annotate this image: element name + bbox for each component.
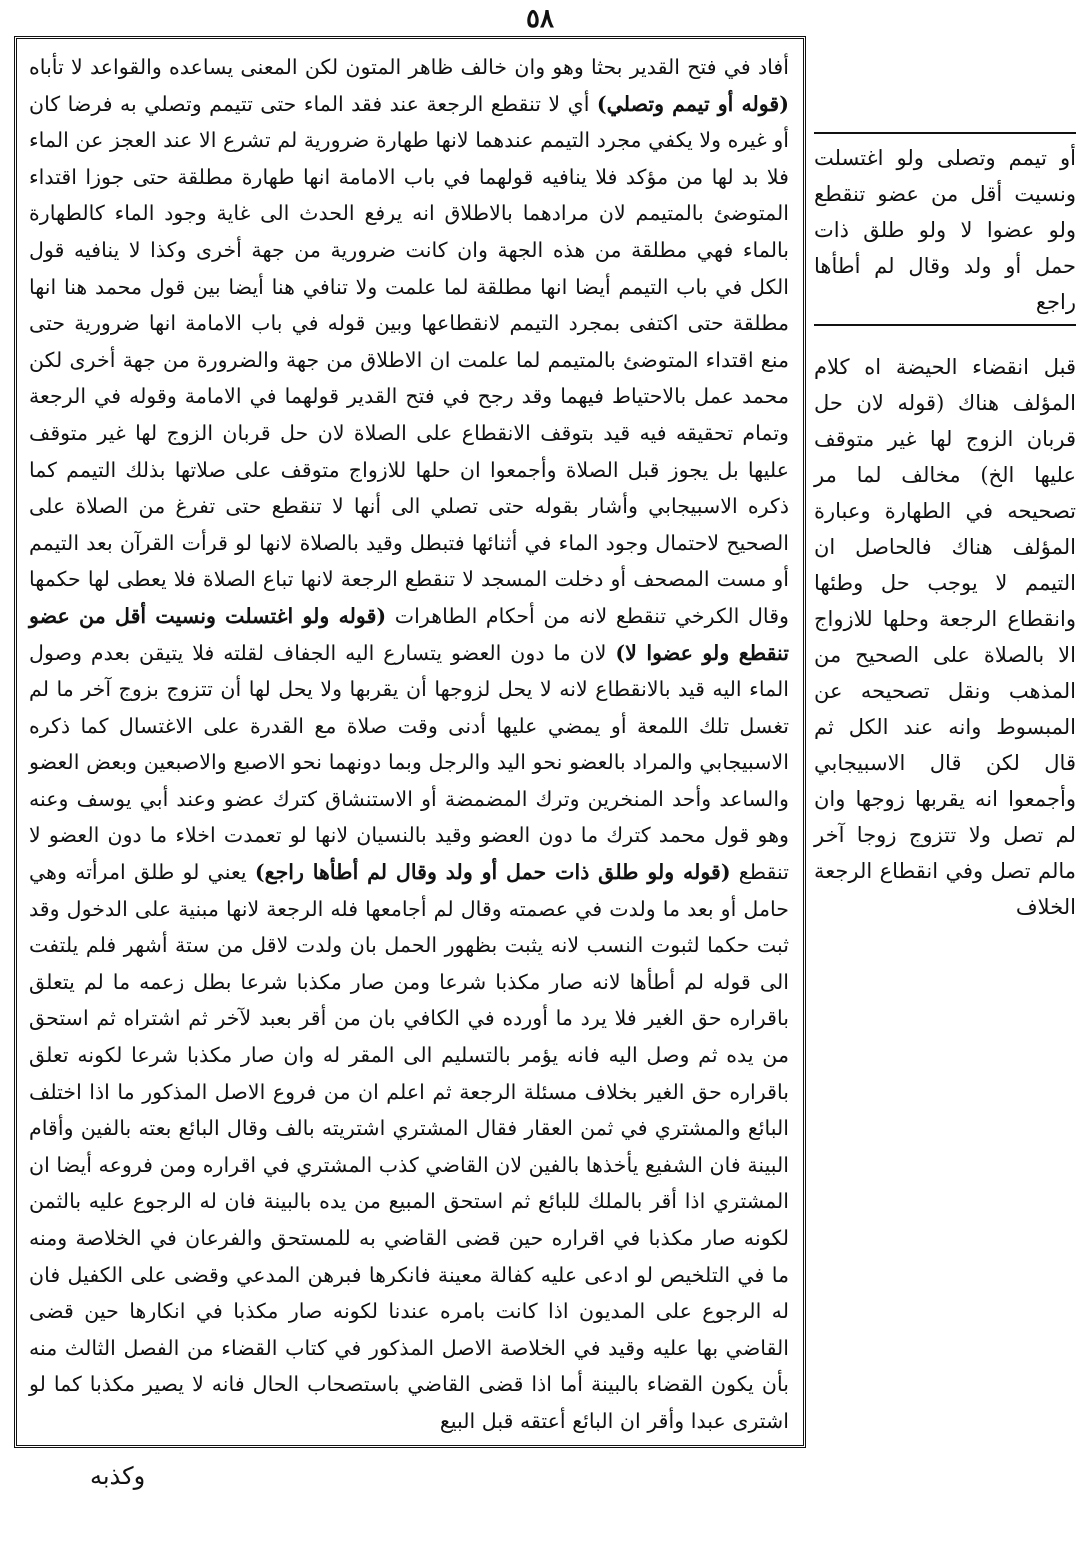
margin-commentary-text: قبل انقضاء الحيضة اه كلام المؤلف هناك (قوله لان حل قربان الزوج لها غير متوقف عليها الخ) مخالف لما مر تصحيحه في الطهارة وعبارة المؤلف هناك فالحاصل ان التيمم لا يوجب حل وطئها وانقطاع الرجعة وحلها للازواج الا بالصلاة على الصحيح من المذهب ونقل تصحيحه عن المبسوط وانه عند الكل ثم قال لكن قال الاسبيجابي وأجمعوا انه يقربها زوجها وان لم تصل ولا تتزوج زوجا آخر مالم تصل وفي انقطاع الرجعة الخلاف [814,355,1076,919]
margin-matn-text: أو تيمم وتصلى ولو اغتسلت ونسيت أقل من عضو تنقطع ولو عضوا لا ولو طلق ذات حمل أو ولد وقال لم أطأها راجع [814,132,1076,326]
catchword: وكذبه [90,1462,146,1490]
quoted-matn-heading: (قوله ولو اغتسلت ونسيت أقل من عضو تنقطع ولو عضوا لا) [29,603,789,665]
main-text-body [29,49,789,1440]
page-number: ٥٨ [526,4,554,34]
quoted-matn-heading: (قوله أو تيمم وتصلي) [596,91,789,116]
quoted-matn-heading: (قوله ولو طلق ذات حمل أو ولد وقال لم أطأها راجع) [254,860,731,885]
commentary-paragraph: يعني لو طلق امرأته وهي حامل أو بعد ما ولدت في عصمته وقال لم أجامعها فله الرجعة لانها مبنية على الدخول وقد ثبت حكما لثبوت النسب لانه يثبت بظهور الحمل بان ولدت لاقل من ستة أشهر فلم يلتفت الى قوله لم أطأها لانه صار مكذبا شرعا ومن صار مكذبا شرعا بطل زعمه ما لم يتعلق باقراره حق الغير فلا يرد ما أورده في الكافي بان من أقر بعبد لآخر ثم اشتراه ثم استحق من يده ثم وصل اليه فانه يؤمر بالتسليم الى المقر له وان صار مكذبا شرعا لكونه تعلق باقراره حق الغير بخلاف مسئلة الرجعة ثم اعلم ان من فروع الاصل المذكور ما اذا اختلف البائع والمشتري في ثمن العقار فقال المشتري اشتريته بالف وقال البائع بعته بالفين وأقام البينة فان الشفيع يأخذها بالفين لان القاضي كذب المشتري في اقراره ومن فروعه أيضا ان المشتري اذا أقر بالملك للبائع ثم استحق المبيع من يده بالبينة فان له الرجوع عليه بالثمن لكونه صار مكذبا في اقراره حين قضى القاضي به للمستحق والفرعان في الخلاصة ومنه ما في التلخيص لو ادعى عليه كفالة معينة فانكرها فبرهن المدعي وقضى على الكفيل فان له الرجوع على المديون اذا كانت بامره عندنا لكونه صار مكذبا في انكارها حين قضى القاضي بها عليه وقيد في الخلاصة الاصل المذكور في كتاب القضاء من الفصل الثالث منه بأن يكون القضاء بالبينة أما اذا قضى القاضي باستصحاب الحال فانه لا يصير مكذبا كما لو اشترى عبدا وأقر ان البائع أعتقه قبل البيع [29,860,789,1433]
commentary-paragraph: أي لا تنقطع الرجعة عند فقد الماء حتى تتيمم وتصلي به فرضا كان أو غيره ولا يكفي مجرد التيمم عندهما لانها طهارة ضرورية لم تشرع الا عند العجز عن الماء فلا بد لها من مؤكد فلا ينافيه قولهما في باب الامامة انها طهارة مطلقة حتى جوزا اقتداء المتوضئ بالمتيمم لان مرادهما بالاطلاق انه يرفع الحدث الى غاية وجود الماء كالطهارة بالماء فهي مطلقة من هذه الجهة وان كانت ضرورية من جهة أخرى وكذا لا ينافيه قول الكل في باب التيمم أيضا انها مطلقة لما علمت ولا تنافي هنا أيضا بين قول محمد هنا انها مطلقة حتى اكتفى بمجرد التيمم لانقطاعها وبين قوله في باب الامامة انها ضرورية حتى منع اقتداء المتوضئ بالمتيمم لما علمت ان الاطلاق من جهة والضرورة من جهة أخرى لكن محمد عمل بالاحتياط فيهما وقد رجح في فتح القدير قولهما في الامامة وقوله في الرجعة وتمام تحقيقه فيه قيد بتوقف الانقطاع على الصلاة لان حل قربان الزوج لها غير متوقف عليها بل يجوز قبل الصلاة وأجمعوا ان حلها للازواج متوقف على صلاتها بذلك التيمم كما ذكره الاسبيجابي وأشار بقوله حتى تصلي الى أنها لا تنقطع حتى تفرغ من الصلاة على الصحيح لاحتمال وجود الماء في أثنائها فتبطل وقيد بالصلاة لانها لو قرأت القرآن بعد التيمم أو مست المصحف أو دخلت المسجد لا تنقطع الرجعة لانها تباع الصلاة فلا يعطى لها حكمها وقال الكرخي تنقطع لانه من أحكام الطاهرات [29,91,790,628]
commentary-paragraph: أفاد في فتح القدير بحثا وهو وان خالف ظاهر المتون لكن المعنى يساعده والقواعد لا تأباه [29,55,789,79]
commentary-paragraph: لان ما دون العضو يتسارع اليه الجفاف لقلته فلا يتيقن بعدم وصول الماء اليه قيد بالانقطاع لانه لا يحل لزوجها أن يقربها ولا يحل لها أن تتزوج بزوج آخر ما لم تغسل تلك اللمعة أو يمضي عليها أدنى وقت صلاة مع القدرة على الاغتسال كما ذكره الاسبيجابي والمراد بالعضو نحو اليد والرجل وبما دونهما نحو الاصبع والاصبعين وبعض العضو والساعد وأحد المنخرين وترك المضمضة أو الاستنشاق كترك عضو وعند أبي يوسف وعنه وهو قول محمد كترك ما دون العضو وقيد بالنسيان لانها لو تعمدت اخلاء ما دون العضو لا تنقطع [29,640,789,885]
main-text-frame [14,36,806,1448]
